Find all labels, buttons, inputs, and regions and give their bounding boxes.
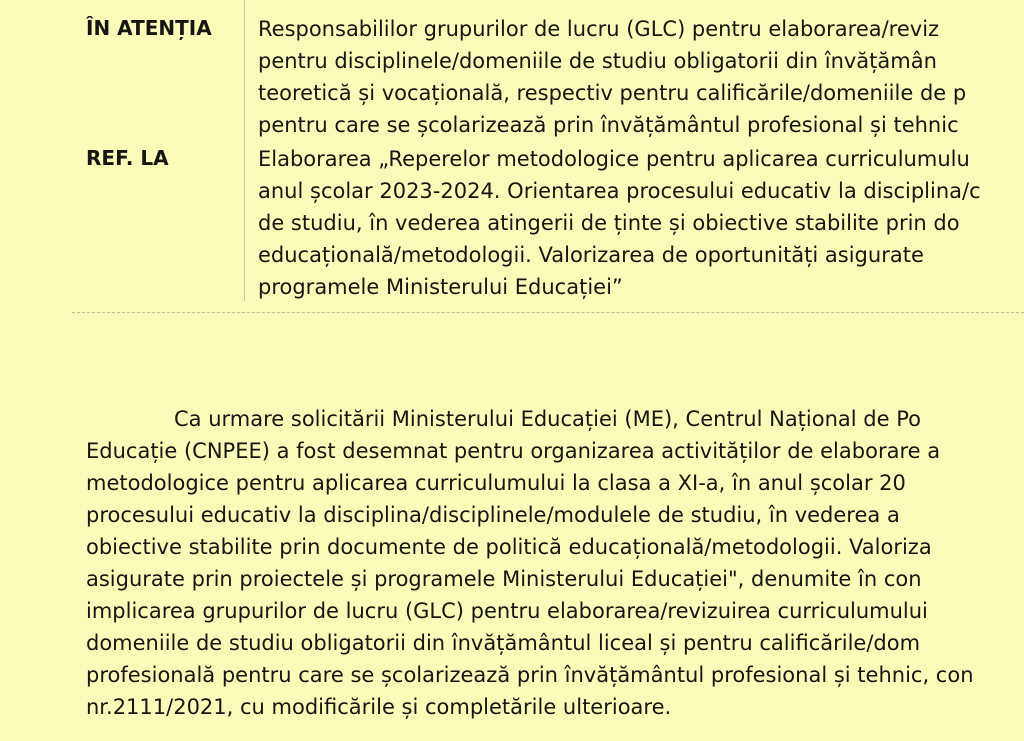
reference-line: Elaborarea „Reperelor metodologice pentru aplicarea curriculumulu xyxy=(258,147,970,171)
reference-line: anul școlar 2023-2024. Orientarea procesului educativ la disciplina/c xyxy=(258,179,981,203)
table-column-divider xyxy=(244,0,245,301)
paragraph-line: Educație (CNPEE) a fost desemnat pentru organizarea activităților de elaborare a xyxy=(86,439,941,463)
attention-label: ÎN ATENȚIA xyxy=(86,16,212,40)
attention-line: pentru care se școlarizează prin învățământul profesional și tehnic xyxy=(258,113,959,137)
paragraph-line: nr.2111/2021, cu modificările și completările ulterioare. xyxy=(86,695,672,719)
attention-line: teoretică și vocațională, respectiv pentru calificările/domeniile de p xyxy=(258,81,967,105)
reference-label: REF. LA xyxy=(86,146,169,170)
paragraph-line: Ca urmare solicitării Ministerului Educației (ME), Centrul Național de Po xyxy=(174,407,921,431)
paragraph-line: profesională pentru care se școlarizează prin învățământul profesional și tehnic, con xyxy=(86,663,974,687)
reference-line: de studiu, în vederea atingerii de ținte și obiective stabilite prin do xyxy=(258,211,960,235)
paragraph-line: metodologice pentru aplicarea curriculumului la clasa a XI-a, în anul școlar 20 xyxy=(86,471,906,495)
attention-line: pentru disciplinele/domeniile de studiu obligatorii din învățămân xyxy=(258,49,937,73)
attention-line: Responsabililor grupurilor de lucru (GLC) pentru elaborarea/reviz xyxy=(258,17,940,41)
paragraph-line: implicarea grupurilor de lucru (GLC) pentru elaborarea/revizuirea curriculumului xyxy=(86,599,928,623)
paragraph-line: domeniile de studiu obligatorii din învățământul liceal și pentru calificările/dom xyxy=(86,631,921,655)
reference-text xyxy=(258,144,981,304)
paragraph-line: asigurate prin proiectele și programele Ministerului Educației", denumite în con xyxy=(86,567,922,591)
reference-line: educațională/metodologii. Valorizarea de oportunități asigurate xyxy=(258,243,924,267)
paragraph-line: procesului educativ la disciplina/disciplinele/modulele de studiu, în vederea a xyxy=(86,503,900,527)
body-paragraph xyxy=(86,404,974,724)
attention-text xyxy=(258,14,966,142)
paragraph-line: obiective stabilite prin documente de politică educațională/metodologii. Valoriza xyxy=(86,535,932,559)
reference-line: programele Ministerului Educației” xyxy=(258,275,623,299)
table-bottom-border xyxy=(72,312,1024,313)
